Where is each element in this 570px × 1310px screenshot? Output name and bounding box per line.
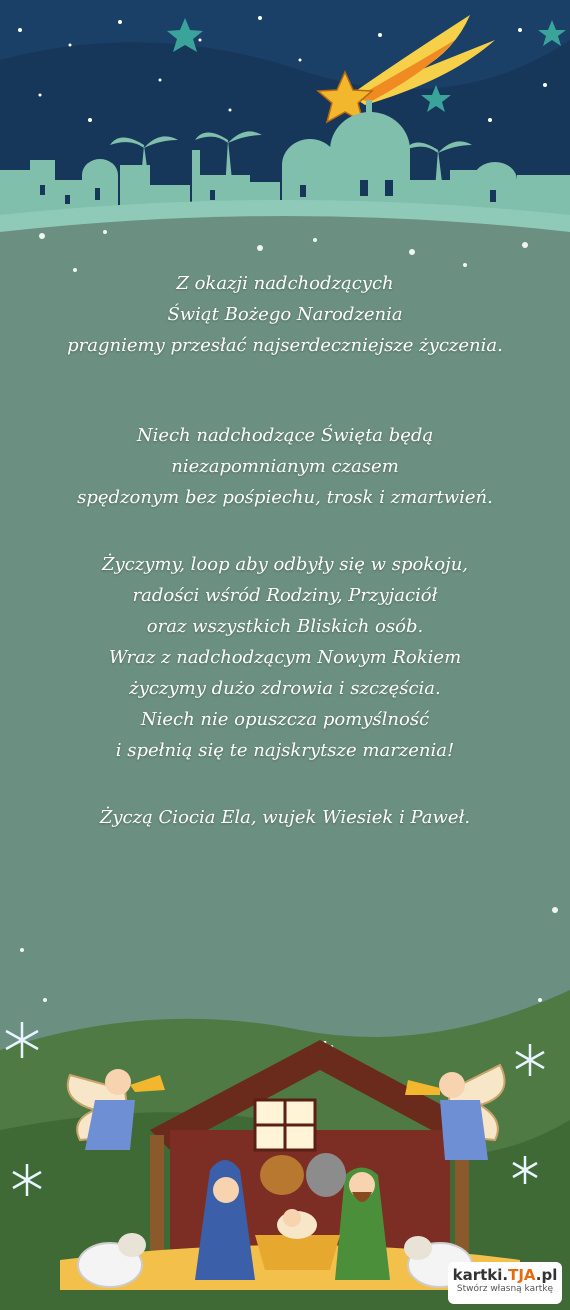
- wishes-paragraph: [0, 549, 570, 766]
- kartki-brand-link[interactable]: [448, 1262, 562, 1304]
- brand-highlight: TJA: [508, 1266, 536, 1284]
- greeting-line: Niech nadchodzące Święta będą: [136, 425, 434, 446]
- greeting-line: pragniemy przesłać najserdeczniejsze życzenia.: [67, 335, 503, 356]
- brand-tagline: Stwórz własną kartkę: [456, 1284, 554, 1294]
- brand-name: kartki.: [452, 1266, 509, 1284]
- greeting-line: niezapomnianym czasem: [171, 456, 399, 477]
- signature-line: Życzą Ciocia Ela, wujek Wiesiek i Paweł.: [99, 807, 471, 828]
- greeting-line: oraz wszystkich Bliskich osób.: [146, 616, 424, 637]
- greeting-line: Wraz z nadchodzącym Nowym Rokiem: [108, 647, 462, 668]
- greeting-paragraph: [0, 420, 570, 513]
- greeting-line: Niech nie opuszcza pomyślność: [140, 709, 430, 730]
- greeting-paragraph: [0, 268, 570, 361]
- greeting-line: Życzymy, loop aby odbyły się w spokoju,: [101, 554, 469, 575]
- greeting-line: spędzonym bez pośpiechu, trosk i zmartwień.: [77, 487, 493, 508]
- greeting-line: Świąt Bożego Narodzenia: [167, 304, 403, 325]
- greeting-text: [0, 268, 570, 833]
- greeting-line: życzymy dużo zdrowia i szczęścia.: [129, 678, 441, 699]
- greeting-line: i spełnią się te najskrytsze marzenia!: [115, 740, 455, 761]
- greeting-line: Z okazji nadchodzących: [176, 273, 394, 294]
- signature: [0, 802, 570, 833]
- brand-logo: [448, 1266, 562, 1284]
- greeting-line: radości wśród Rodziny, Przyjaciół: [132, 585, 438, 606]
- brand-tld: .pl: [535, 1266, 558, 1284]
